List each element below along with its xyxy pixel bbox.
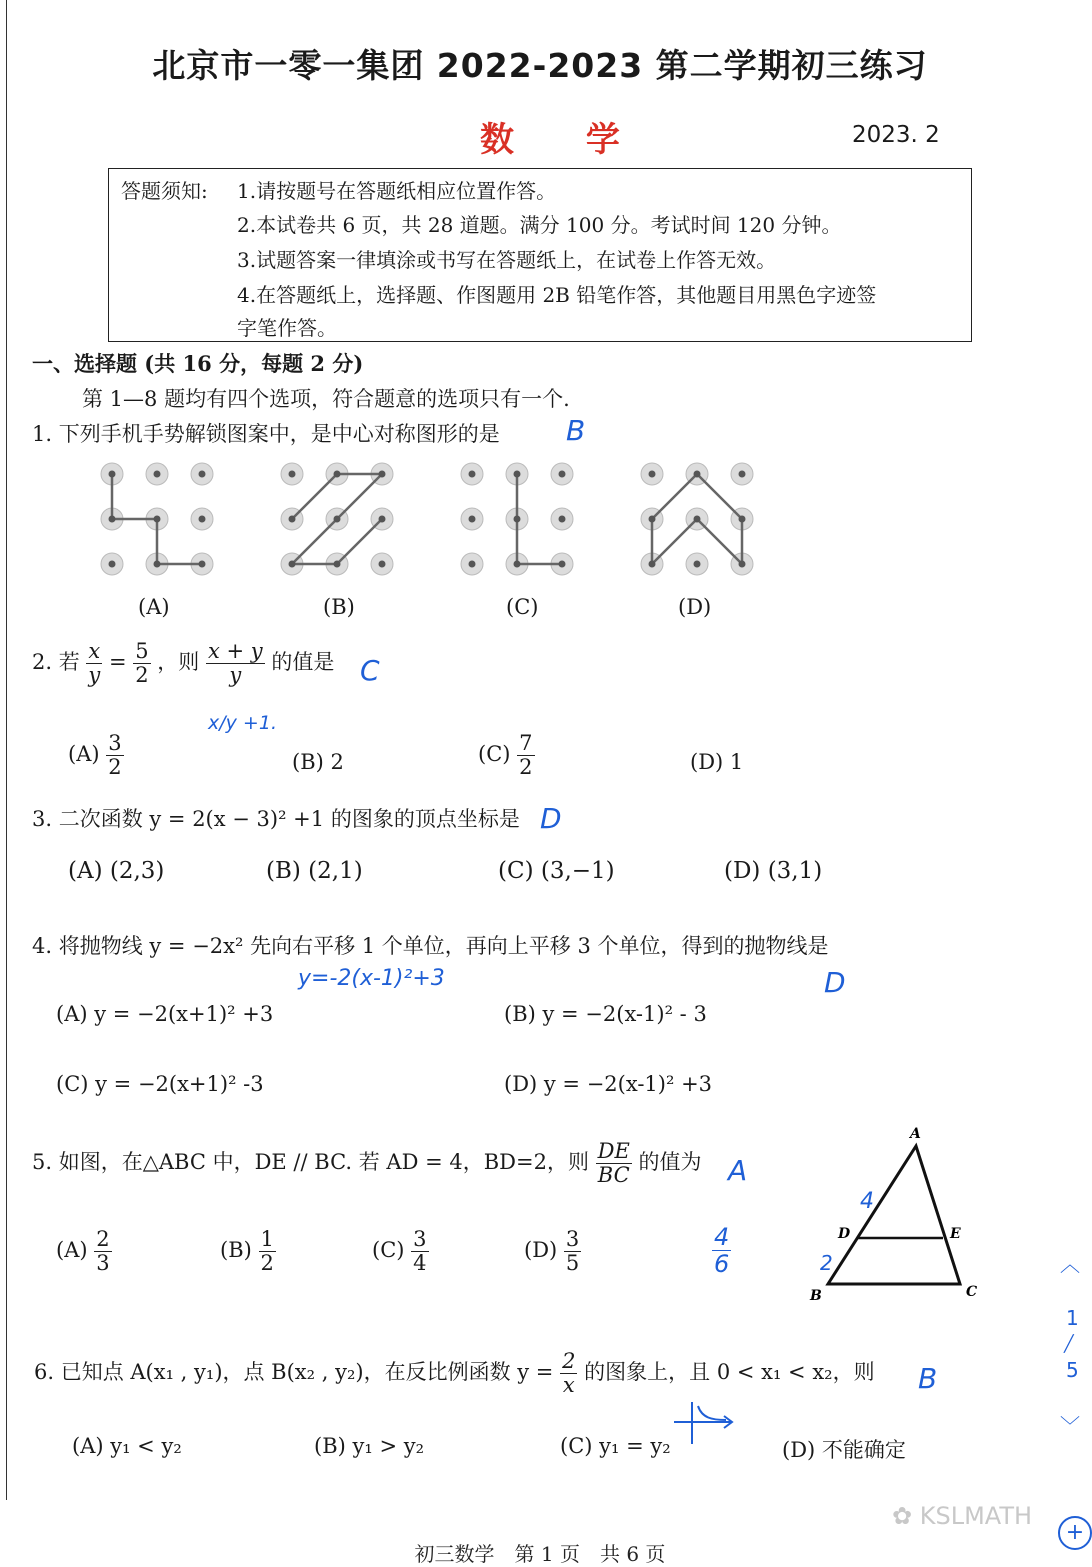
q4-option-c: (C) y = −2(x+1)² -3 bbox=[56, 1072, 264, 1096]
q4-option-d: (D) y = −2(x-1)² +3 bbox=[504, 1072, 713, 1096]
q5-option-c bbox=[372, 1228, 429, 1275]
q2-option-a bbox=[68, 732, 124, 779]
q3-option-b: (B) (2,1) bbox=[266, 858, 363, 884]
page-title: 北京市一零一集团 2022-2023 第二学期初三练习 bbox=[152, 46, 928, 85]
label-d: D bbox=[838, 1226, 851, 1242]
q2-frac1 bbox=[86, 640, 102, 687]
left-margin-rule bbox=[6, 0, 7, 1500]
wechat-logo-icon: ✿ bbox=[892, 1502, 913, 1530]
q1-handwritten-answer: B bbox=[566, 414, 586, 447]
q6-frac bbox=[560, 1350, 577, 1397]
q5-handwritten-answer: A bbox=[728, 1154, 748, 1187]
watermark-text: KSLMATH bbox=[919, 1502, 1033, 1530]
watermark bbox=[892, 1502, 1032, 1530]
q5-option-label: (A) bbox=[56, 1238, 88, 1263]
q1-option-d: (D) bbox=[678, 595, 712, 619]
q2-frac2 bbox=[133, 640, 150, 687]
q5-option-num: 3 bbox=[413, 1227, 427, 1251]
q4-option-b: (B) y = −2(x-1)² - 3 bbox=[504, 1002, 707, 1026]
q4-stem: 4. 将抛物线 y = −2x² 先向右平移 1 个单位，再向上平移 3 个单位，得到的抛物线是 bbox=[32, 934, 829, 958]
q5-frac bbox=[596, 1140, 632, 1187]
q6-option-d: (D) 不能确定 bbox=[782, 1438, 906, 1462]
q5-stem bbox=[32, 1140, 702, 1187]
q5-prefix: 5. 如图，在△ABC 中，DE // BC. 若 AD = 4，BD=2，则 bbox=[32, 1150, 589, 1175]
q5-option-frac bbox=[411, 1228, 428, 1275]
notice-line: 3.试题答案一律填涂或书写在答题纸上，在试卷上作答无效。 bbox=[237, 248, 777, 272]
q5-handwritten-note bbox=[712, 1224, 731, 1278]
page-up-chevron-icon[interactable]: ︿ bbox=[1060, 1252, 1080, 1276]
q5-note-frac bbox=[712, 1224, 731, 1278]
q5-option-den: 5 bbox=[565, 1251, 580, 1276]
q5-option-den: 2 bbox=[260, 1251, 274, 1276]
q2-option-c-frac bbox=[517, 732, 534, 779]
q2-frac1-num: x bbox=[88, 639, 101, 663]
q6-handwritten-sketch bbox=[672, 1398, 736, 1448]
q3-option-d: (D) (3,1) bbox=[724, 858, 823, 884]
q5-frac-den: BC bbox=[597, 1163, 630, 1188]
q2-option-a-frac bbox=[106, 732, 123, 779]
q5-option-den: 3 bbox=[96, 1251, 110, 1276]
q5-note-den: 6 bbox=[714, 1250, 730, 1279]
q6-frac-den: x bbox=[562, 1373, 575, 1398]
q3-option-a: (A) (2,3) bbox=[68, 858, 165, 884]
q6-stem bbox=[34, 1350, 875, 1397]
q2-frac3 bbox=[206, 640, 265, 687]
pattern-d bbox=[641, 463, 753, 575]
q2-frac3-den: y bbox=[229, 663, 242, 688]
notice-line: 字笔作答。 bbox=[237, 316, 337, 340]
q5-option-num: 1 bbox=[260, 1227, 274, 1251]
q5-option-frac bbox=[94, 1228, 111, 1275]
section-title: 一、选择题 (共 16 分，每题 2 分) bbox=[32, 351, 364, 376]
q5-option-a bbox=[56, 1228, 112, 1275]
q3-stem: 3. 二次函数 y = 2(x − 3)² +1 的图象的顶点坐标是 bbox=[32, 807, 520, 831]
q5-option-d bbox=[524, 1228, 581, 1275]
q5-suffix: 的值为 bbox=[638, 1150, 702, 1175]
label-b: B bbox=[810, 1288, 822, 1304]
q2-frac2-den: 2 bbox=[135, 663, 149, 688]
q6-frac-num: 2 bbox=[562, 1349, 576, 1373]
q5-option-b bbox=[220, 1228, 276, 1275]
q2-mid: ，则 bbox=[157, 650, 200, 675]
q3-handwritten-answer: D bbox=[540, 802, 562, 835]
q5-option-frac bbox=[259, 1228, 276, 1275]
q2-option-c-label: (C) bbox=[478, 742, 511, 767]
q6-option-a: (A) y₁ < y₂ bbox=[72, 1434, 182, 1458]
q3-option-c: (C) (3,−1) bbox=[498, 858, 615, 884]
notice-line: 2.本试卷共 6 页，共 28 道题。满分 100 分。考试时间 120 分钟。 bbox=[237, 213, 842, 237]
q4-handwritten-note: y=-2(x-1)²+3 bbox=[298, 966, 445, 991]
page-footer: 初三数学 第 1 页 共 6 页 bbox=[414, 1542, 666, 1566]
q2-frac2-num: 5 bbox=[135, 639, 149, 663]
q6-suffix: 的图象上，且 0 < x₁ < x₂，则 bbox=[584, 1360, 875, 1385]
q5-option-den: 4 bbox=[413, 1251, 427, 1276]
q4-handwritten-answer: D bbox=[824, 966, 846, 999]
q2-option-c-den: 2 bbox=[519, 755, 533, 780]
notice-line: 1.请按题号在答题纸相应位置作答。 bbox=[237, 179, 557, 203]
pattern-a bbox=[101, 463, 213, 575]
q2-option-a-den: 2 bbox=[108, 755, 122, 780]
q5-note-num: 4 bbox=[714, 1223, 730, 1251]
q5-triangle-figure bbox=[800, 1120, 990, 1310]
q5-option-num: 2 bbox=[96, 1227, 110, 1251]
page-down-chevron-icon[interactable]: ﹀ bbox=[1060, 1414, 1080, 1438]
q2-handwritten-note: x/y +1. bbox=[208, 712, 277, 734]
q2-option-b: (B) 2 bbox=[292, 750, 344, 774]
q2-handwritten-answer: C bbox=[360, 654, 380, 687]
current-page-number: 1 bbox=[1066, 1306, 1079, 1330]
q1-option-c: (C) bbox=[506, 595, 539, 619]
section-instruction: 第 1—8 题均有四个选项，符合题意的选项只有一个. bbox=[82, 387, 570, 411]
q6-option-b: (B) y₁ > y₂ bbox=[314, 1434, 425, 1458]
notice-line: 4.在答题纸上，选择题、作图题用 2B 铅笔作答，其他题目用黑色字迹签 bbox=[237, 283, 877, 307]
q1-option-b: (B) bbox=[323, 595, 355, 619]
pattern-b bbox=[281, 463, 393, 575]
q5-option-label: (C) bbox=[372, 1238, 405, 1263]
q5-option-label: (B) bbox=[220, 1238, 252, 1263]
q2-equals: = bbox=[108, 650, 127, 675]
page-separator-icon: ╱ bbox=[1064, 1334, 1074, 1353]
q1-stem: 1. 下列手机手势解锁图案中，是中心对称图形的是 bbox=[32, 422, 500, 446]
q2-prefix: 2. 若 bbox=[32, 650, 80, 675]
q5-option-frac bbox=[564, 1228, 581, 1275]
exam-date: 2023. 2 bbox=[852, 122, 940, 148]
q2-option-c bbox=[478, 732, 535, 779]
q2-option-c-num: 7 bbox=[519, 731, 533, 755]
q2-frac3-num: x + y bbox=[207, 639, 263, 663]
q1-unlock-patterns bbox=[90, 455, 770, 585]
label-c: C bbox=[966, 1284, 978, 1300]
q2-suffix: 的值是 bbox=[271, 650, 335, 675]
q4-option-a: (A) y = −2(x+1)² +3 bbox=[56, 1002, 274, 1026]
q6-prefix: 6. 已知点 A(x₁ , y₁)，点 B(x₂ , y₂)，在反比例函数 y = bbox=[34, 1360, 554, 1385]
total-page-number: 5 bbox=[1066, 1358, 1079, 1382]
q1-option-a: (A) bbox=[138, 595, 170, 619]
q5-option-label: (D) bbox=[524, 1238, 558, 1263]
ad-length-mark: 4 bbox=[860, 1189, 874, 1214]
notice-label: 答题须知: bbox=[121, 179, 208, 203]
q6-option-c: (C) y₁ = y₂ bbox=[560, 1434, 671, 1458]
label-a: A bbox=[910, 1126, 921, 1142]
q2-stem bbox=[32, 640, 334, 687]
q2-option-d: (D) 1 bbox=[690, 750, 744, 774]
label-e: E bbox=[950, 1226, 961, 1242]
q2-frac1-den: y bbox=[88, 663, 101, 688]
q2-option-a-label: (A) bbox=[68, 742, 100, 767]
pattern-c bbox=[461, 463, 573, 575]
subject-heading: 数 学 bbox=[480, 120, 650, 160]
notice-box bbox=[108, 168, 972, 342]
q6-handwritten-answer: B bbox=[918, 1362, 938, 1395]
q5-option-num: 3 bbox=[565, 1227, 580, 1251]
zoom-in-plus-icon[interactable]: + bbox=[1058, 1516, 1092, 1550]
bd-length-mark: 2 bbox=[820, 1251, 833, 1275]
q5-frac-num: DE bbox=[597, 1139, 630, 1163]
q2-option-a-num: 3 bbox=[108, 731, 122, 755]
